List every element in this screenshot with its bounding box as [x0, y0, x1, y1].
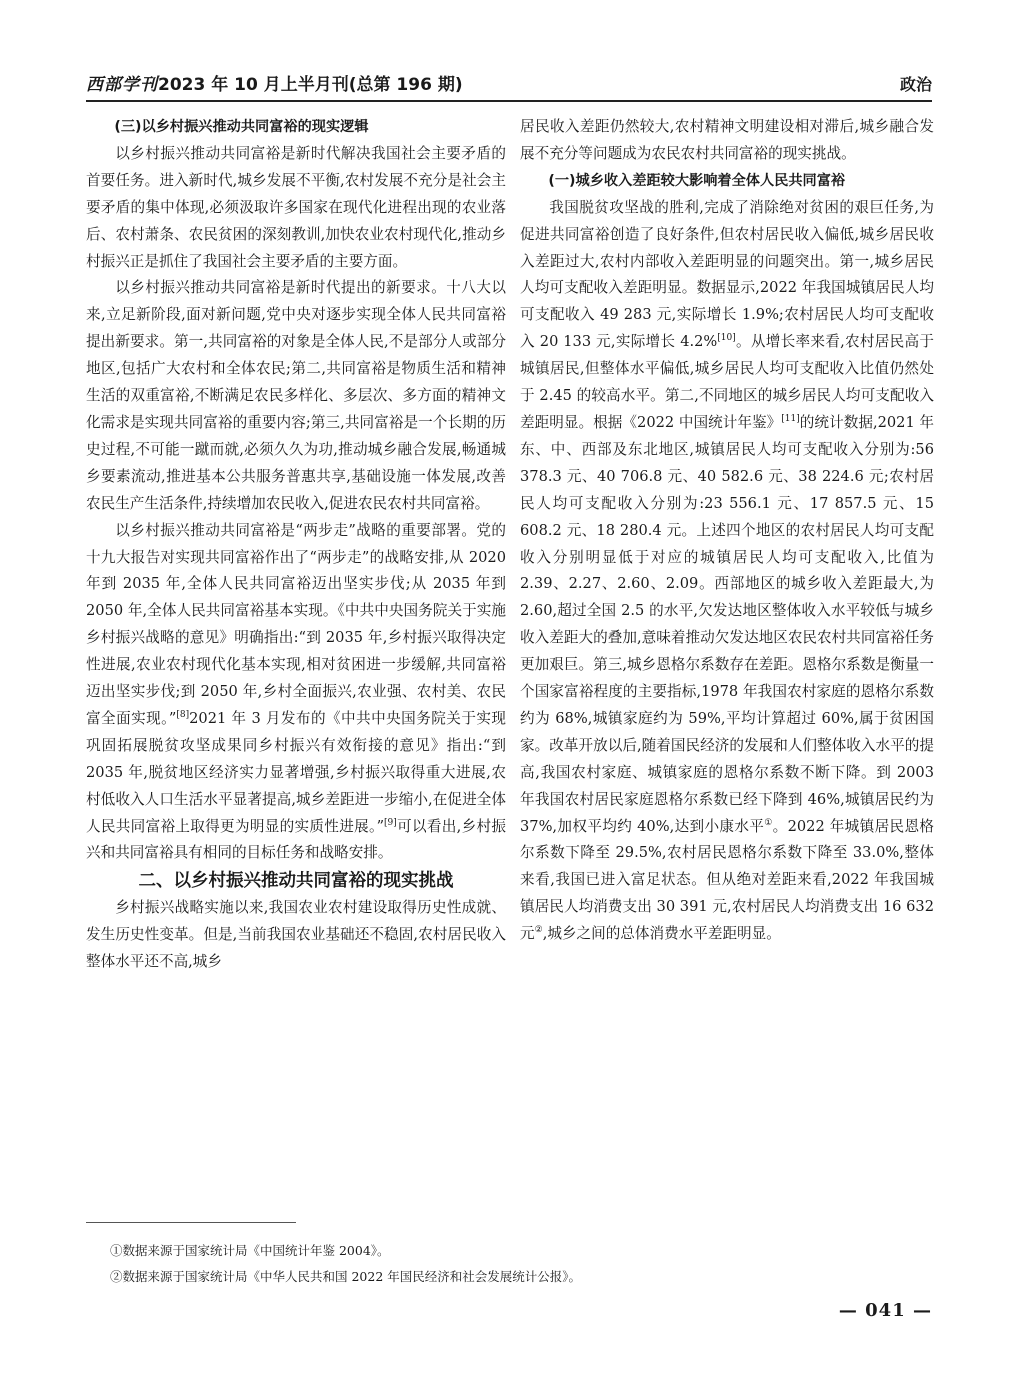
- footnote-marker: ①: [764, 817, 773, 828]
- subheading-1: (一)城乡收入差距较大影响着全体人民共同富裕: [548, 172, 846, 189]
- paragraph-text: 2021 年 3 月发布的《中共中央国务院关于实现巩固拓展脱贫攻坚成果同乡村振兴有效衔接的意见》指出:“到 2035 年,脱贫地区经济实力显著增强,乡村振兴取得重大进展,农村低收入人口生活水平显著提高,城乡差距进一步缩小,在促进全体人民共同富裕上取得更为明显的实质性进展。”: [86, 709, 506, 835]
- paragraph: 乡村振兴战略实施以来,我国农业农村建设取得历史性成就、发生历史性变革。但是,当前我国农业基础还不稳固,农村居民收入整体水平还不高,城乡: [86, 899, 506, 971]
- right-column: [520, 114, 934, 1224]
- paragraph-text: 的统计数据,2021 年东、中、西部及东北地区,城镇居民人均可支配收入分别为:56 378.3 元、40 706.8 元、40 582.6 元、38 224.6 元;农村居民人均可支配收入分别为:23 556.1 元、17 857.5 元、15 608.2 元、18 280.4 元。上述四个地区的农村居民人均可支配收入分别明显低于对应的城镇居民人均可支配收入,比值为 2.39、2.27、2.60、2.09。西部地区的城乡收入差距最大,为 2.60,超过全国 2.5 的水平,欠发达地区整体收入水平较低与城乡收入差距大的叠加,意味着推动欠发达地区农民农村共同富裕任务更加艰巨。第三,城乡恩格尔系数存在差距。恩格尔系数是衡量一个国家富裕程度的主要指标,1978 年我国农村家庭的恩格尔系数约为 68%,城镇家庭约为 59%,平均计算超过 60%,属于贫困国家。改革开放以后,随着国民经济的发展和人们整体收入水平的提高,我国农村家庭、城镇家庭的恩格尔系数不断下降。到 2003 年我国农村居民家庭恩格尔系数已经下降到 46%,城镇居民约为 37%,加权平均约 40%,达到小康水平: [520, 413, 935, 835]
- running-header: [86, 70, 932, 100]
- citation-ref: [9]: [384, 817, 397, 828]
- paragraph-continued: 居民收入差距仍然较大,农村精神文明建设相对滞后,城乡融合发展不充分等问题成为农民农村共同富裕的现实挑战。: [520, 118, 934, 162]
- journal-logo: 西部学刊: [86, 75, 158, 95]
- citation-ref: [10]: [717, 333, 736, 344]
- paragraph: 以乡村振兴推动共同富裕是新时代提出的新要求。十八大以来,立足新阶段,面对新问题,党中央对逐步实现全体人民共同富裕提出新要求。第一,共同富裕的对象是全体人民,不是部分人或部分地区,包括广大农村和全体农民;第二,共同富裕是物质生活和精神生活的双重富裕,不断满足农民多样化、多层次、多方面的精神文化需求是实现共同富裕的重要内容;第三,共同富裕是一个长期的历史过程,不可能一蹴而就,必须久久为功,推动城乡融合发展,畅通城乡要素流动,推进基本公共服务普惠共享,基础设施一体发展,改善农民生产生活条件,持续增加农民收入,促进农民农村共同富裕。: [86, 279, 506, 512]
- footnote-1: ①数据来源于国家统计局《中国统计年鉴 2004》。: [110, 1243, 390, 1258]
- footnote-2: ②数据来源于国家统计局《中华人民共和国 2022 年国民经济和社会发展统计公报》。: [110, 1269, 582, 1284]
- paragraph: [86, 518, 506, 868]
- journal-issue-line: [86, 70, 463, 100]
- paragraph-text: 我国脱贫攻坚战的胜利,完成了消除绝对贫困的艰巨任务,为促进共同富裕创造了良好条件,但农村居民收入偏低,城乡居民收入差距过大,农村内部收入差距明显的问题突出。第一,城乡居民人均可支配收入差距明显。数据显示,2022 年我国城镇居民人均可支配收入 49 283 元,实际增长 1.9%;农村居民人均可支配收入 20 133 元,实际增长 4.2%: [520, 198, 934, 351]
- section-heading-2: 二、以乡村振兴推动共同富裕的现实挑战: [138, 871, 454, 892]
- paragraph-text: 。2022 年城镇居民恩格尔系数下降至 29.5%,农村居民恩格尔系数下降至 33.0%,整体来看,我国已进入富足状态。但从绝对差距来看,2022 年我国城镇居民人均消费支出 30 391 元,农村居民人均消费支出 16 632 元: [520, 817, 934, 943]
- left-column: [86, 114, 506, 1214]
- header-rule: [86, 100, 932, 102]
- paragraph-text: 以乡村振兴推动共同富裕是“两步走”战略的重要部署。党的十九大报告对实现共同富裕作出了“两步走”的战略安排,从 2020 年到 2035 年,全体人民共同富裕迈出坚实步伐;从 2035 年到 2050 年,全体人民共同富裕基本实现。《中共中央国务院关于实施乡村振兴战略的意见》明确指出:“到 2035 年,乡村振兴取得决定性进展,农业农村现代化基本实现,相对贫困进一步缓解,共同富裕迈出坚实步伐;到 2050 年,乡村全面振兴,农业强、农村美、农民富全面实现。”: [86, 521, 506, 727]
- page-number: — 041 —: [838, 1300, 932, 1321]
- footnotes: [110, 1238, 910, 1290]
- paragraph-text: 可以看出,乡村振兴和共同富裕具有相同的目标任务和战略安排。: [86, 817, 506, 862]
- paragraph-text: 。从增长率来看,农村居民高于城镇居民,但整体水平偏低,城乡居民人均可支配收入比值仍然处于 2.45 的较高水平。第二,不同地区的城乡居民人均可支配收入差距明显。根据《2022 中国统计年鉴》: [520, 333, 934, 431]
- paragraph: [520, 195, 934, 948]
- footnote-rule: [86, 1222, 296, 1223]
- paragraph-text: ,城乡之间的总体消费水平差距明显。: [542, 925, 781, 943]
- citation-ref: [11]: [781, 414, 800, 425]
- citation-ref: [8]: [176, 710, 190, 721]
- subheading-3: (三)以乡村振兴推动共同富裕的现实逻辑: [114, 119, 369, 135]
- section-label: 政治: [899, 75, 932, 94]
- footnote-marker: ②: [534, 925, 543, 936]
- issue-label: 2023 年 10 月上半月刊(总第 196 期): [158, 75, 463, 95]
- paragraph: 以乡村振兴推动共同富裕是新时代解决我国社会主要矛盾的首要任务。进入新时代,城乡发展不平衡,农村发展不充分是社会主要矛盾的集中体现,必须汲取许多国家在现代化进程出现的农业落后、农村萧条、农民贫困的深刻教训,加快农业农村现代化,推动乡村振兴正是抓住了我国社会主要矛盾的主要方面。: [86, 144, 506, 270]
